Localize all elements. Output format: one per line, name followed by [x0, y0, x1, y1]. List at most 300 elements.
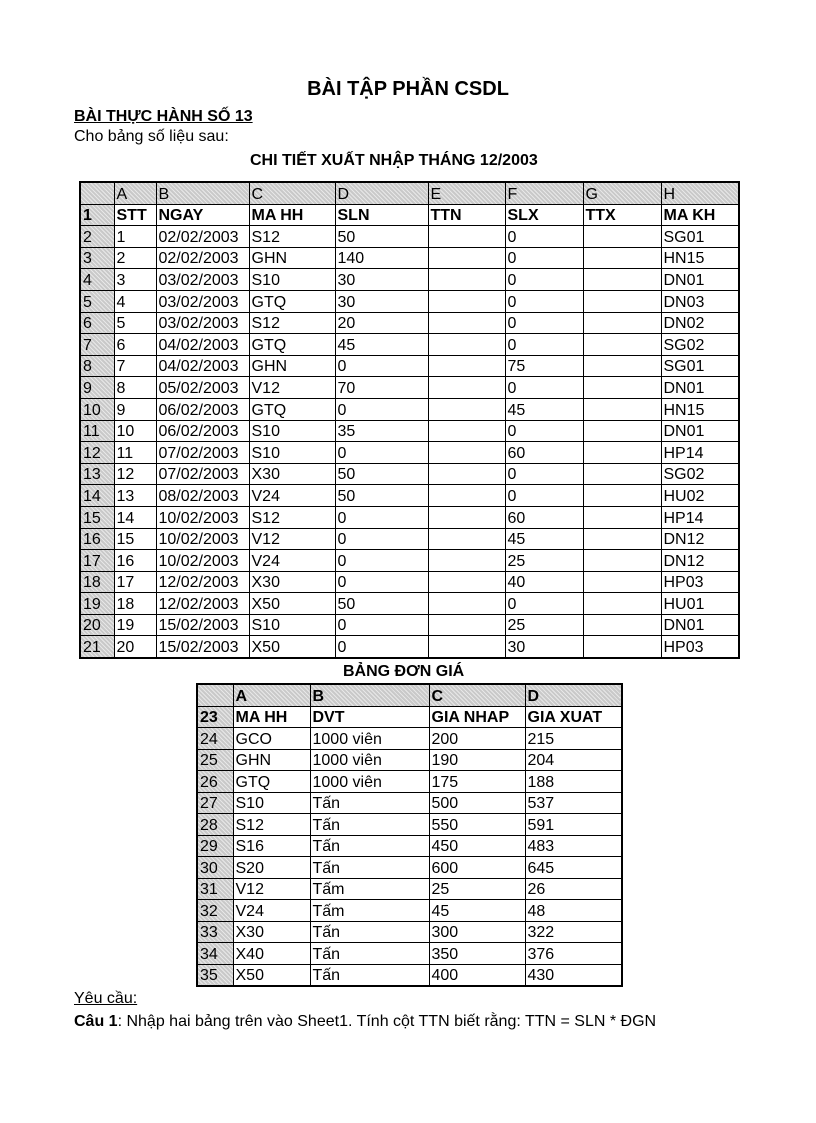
- table-row: [197, 921, 622, 943]
- table-cell: 02/02/2003: [156, 226, 249, 248]
- table-cell: 25: [429, 878, 525, 900]
- row-number: 25: [197, 749, 233, 771]
- column-header: MA HH: [233, 706, 310, 728]
- row-number: 29: [197, 835, 233, 857]
- table-row: [197, 771, 622, 793]
- table-cell: S10: [249, 269, 335, 291]
- table-cell: 215: [525, 728, 622, 750]
- column-letter: B: [156, 182, 249, 204]
- table-cell: S12: [249, 506, 335, 528]
- table-cell: S20: [233, 857, 310, 879]
- row-number: 30: [197, 857, 233, 879]
- question-1-text: : Nhập hai bảng trên vào Sheet1. Tính cột TTN biết rằng: TTN = SLN * ĐGN: [117, 1013, 657, 1030]
- table-cell: 25: [505, 614, 583, 636]
- row-number: 11: [80, 420, 114, 442]
- column-letter: C: [249, 182, 335, 204]
- table-row: [80, 506, 739, 528]
- table-cell: 300: [429, 921, 525, 943]
- table-cell: SG01: [661, 226, 739, 248]
- table-cell: 06/02/2003: [156, 398, 249, 420]
- table-row: [80, 334, 739, 356]
- requirements-label: Yêu cầu:: [74, 990, 138, 1007]
- table-row: [80, 226, 739, 248]
- table-cell: Tấn: [310, 814, 429, 836]
- table-cell: S10: [233, 792, 310, 814]
- column-letter-row: [197, 684, 622, 706]
- table-cell: [583, 290, 661, 312]
- table-cell: 05/02/2003: [156, 377, 249, 399]
- table-cell: [428, 334, 505, 356]
- header-row: [197, 706, 622, 728]
- table-cell: [428, 614, 505, 636]
- table-cell: SG01: [661, 355, 739, 377]
- row-number: 4: [80, 269, 114, 291]
- table-cell: 06/02/2003: [156, 420, 249, 442]
- table-cell: 10/02/2003: [156, 550, 249, 572]
- table-cell: 190: [429, 749, 525, 771]
- row-number: 5: [80, 290, 114, 312]
- table-row: [197, 964, 622, 986]
- table-row: [80, 463, 739, 485]
- table-cell: 1000 viên: [310, 771, 429, 793]
- table-cell: [583, 506, 661, 528]
- table-cell: [583, 442, 661, 464]
- table-cell: HN15: [661, 398, 739, 420]
- table-cell: 645: [525, 857, 622, 879]
- table-cell: X40: [233, 943, 310, 965]
- table-cell: 430: [525, 964, 622, 986]
- table-cell: V24: [249, 485, 335, 507]
- row-number: 14: [80, 485, 114, 507]
- table-cell: 550: [429, 814, 525, 836]
- table-cell: 12: [114, 463, 156, 485]
- table-cell: GTQ: [233, 771, 310, 793]
- table-cell: 0: [335, 355, 428, 377]
- table-cell: 20: [114, 636, 156, 658]
- table-cell: 25: [505, 550, 583, 572]
- row-number: 6: [80, 312, 114, 334]
- table2-title: BẢNG ĐƠN GIÁ: [343, 663, 465, 680]
- table-cell: GHN: [233, 749, 310, 771]
- row-number: 8: [80, 355, 114, 377]
- row-number: 1: [80, 204, 114, 226]
- column-letter: B: [310, 684, 429, 706]
- row-number: 32: [197, 900, 233, 922]
- table-cell: SG02: [661, 463, 739, 485]
- table-cell: 0: [505, 247, 583, 269]
- table-cell: [583, 463, 661, 485]
- table-cell: [428, 355, 505, 377]
- header-row: [80, 204, 739, 226]
- table-cell: [583, 398, 661, 420]
- row-number: 21: [80, 636, 114, 658]
- question-1-label: Câu 1: [74, 1013, 118, 1030]
- table-cell: 50: [335, 485, 428, 507]
- table-cell: 12/02/2003: [156, 571, 249, 593]
- column-header: NGAY: [156, 204, 249, 226]
- table-cell: 18: [114, 593, 156, 615]
- table-cell: [583, 334, 661, 356]
- table-cell: 0: [505, 290, 583, 312]
- table-cell: 45: [335, 334, 428, 356]
- column-letter: F: [505, 182, 583, 204]
- table-cell: X50: [233, 964, 310, 986]
- column-letter-row: [80, 182, 739, 204]
- row-number: 24: [197, 728, 233, 750]
- table-cell: 0: [335, 506, 428, 528]
- table-cell: S16: [233, 835, 310, 857]
- table-cell: 45: [505, 398, 583, 420]
- table-cell: 3: [114, 269, 156, 291]
- column-letter: A: [114, 182, 156, 204]
- table-cell: 11: [114, 442, 156, 464]
- column-header: SLX: [505, 204, 583, 226]
- table-row: [197, 900, 622, 922]
- table-cell: [583, 593, 661, 615]
- row-number: 31: [197, 878, 233, 900]
- table-cell: GTQ: [249, 334, 335, 356]
- table-cell: GHN: [249, 355, 335, 377]
- table-cell: 1000 viên: [310, 728, 429, 750]
- table-cell: 600: [429, 857, 525, 879]
- table-cell: 10/02/2003: [156, 528, 249, 550]
- table-cell: 9: [114, 398, 156, 420]
- exercise-subtitle: BÀI THỰC HÀNH SỐ 13: [74, 108, 253, 125]
- table-row: [80, 636, 739, 658]
- table-cell: 0: [335, 528, 428, 550]
- table-cell: GCO: [233, 728, 310, 750]
- table-cell: S12: [233, 814, 310, 836]
- table-cell: 188: [525, 771, 622, 793]
- column-header: TTX: [583, 204, 661, 226]
- row-number: 28: [197, 814, 233, 836]
- table-cell: 376: [525, 943, 622, 965]
- table-row: [80, 269, 739, 291]
- table-cell: [428, 571, 505, 593]
- table-cell: 1000 viên: [310, 749, 429, 771]
- table-cell: Tấn: [310, 857, 429, 879]
- table-row: [197, 878, 622, 900]
- table-row: [80, 398, 739, 420]
- table-cell: 0: [335, 398, 428, 420]
- table-cell: 500: [429, 792, 525, 814]
- table-cell: 17: [114, 571, 156, 593]
- table-cell: 1: [114, 226, 156, 248]
- table-cell: 03/02/2003: [156, 312, 249, 334]
- table-cell: 60: [505, 506, 583, 528]
- column-header: DVT: [310, 706, 429, 728]
- table-cell: [428, 528, 505, 550]
- column-letter: D: [335, 182, 428, 204]
- table-cell: 0: [505, 485, 583, 507]
- table-cell: 0: [505, 226, 583, 248]
- table-cell: 2: [114, 247, 156, 269]
- table-cell: Tấn: [310, 943, 429, 965]
- table-cell: 0: [505, 420, 583, 442]
- table-cell: HP14: [661, 442, 739, 464]
- table-cell: 45: [429, 900, 525, 922]
- table-cell: V12: [249, 377, 335, 399]
- table-row: [197, 749, 622, 771]
- table-cell: [428, 398, 505, 420]
- table-cell: [583, 355, 661, 377]
- table-cell: DN12: [661, 528, 739, 550]
- table-cell: [428, 312, 505, 334]
- table-cell: [583, 485, 661, 507]
- table-cell: 14: [114, 506, 156, 528]
- table-cell: X30: [249, 571, 335, 593]
- table-cell: 13: [114, 485, 156, 507]
- row-number: 2: [80, 226, 114, 248]
- table-cell: [428, 269, 505, 291]
- table-cell: 450: [429, 835, 525, 857]
- import-export-table: [79, 181, 740, 659]
- table-cell: [583, 571, 661, 593]
- table-row: [80, 420, 739, 442]
- column-header: SLN: [335, 204, 428, 226]
- table-row: [80, 593, 739, 615]
- table-cell: 15: [114, 528, 156, 550]
- table-row: [80, 485, 739, 507]
- table-cell: 03/02/2003: [156, 269, 249, 291]
- table-cell: 200: [429, 728, 525, 750]
- table-cell: HP03: [661, 571, 739, 593]
- table-cell: 60: [505, 442, 583, 464]
- table-row: [80, 377, 739, 399]
- table-cell: GTQ: [249, 398, 335, 420]
- table-cell: [428, 442, 505, 464]
- table-row: [80, 528, 739, 550]
- table-cell: S12: [249, 312, 335, 334]
- table-row: [197, 943, 622, 965]
- column-header: MA KH: [661, 204, 739, 226]
- table-cell: 40: [505, 571, 583, 593]
- table-cell: V24: [249, 550, 335, 572]
- row-number: 15: [80, 506, 114, 528]
- column-header: GIA NHAP: [429, 706, 525, 728]
- table-cell: V24: [233, 900, 310, 922]
- table-row: [80, 550, 739, 572]
- table-cell: 322: [525, 921, 622, 943]
- table-cell: [428, 593, 505, 615]
- table-cell: [428, 247, 505, 269]
- table-cell: 537: [525, 792, 622, 814]
- table-cell: 175: [429, 771, 525, 793]
- table-cell: 45: [505, 528, 583, 550]
- table-cell: 07/02/2003: [156, 463, 249, 485]
- table-cell: 140: [335, 247, 428, 269]
- table-cell: 0: [505, 377, 583, 399]
- table-cell: 483: [525, 835, 622, 857]
- row-number: 33: [197, 921, 233, 943]
- table-cell: 0: [335, 614, 428, 636]
- table-row: [80, 290, 739, 312]
- table-cell: S10: [249, 420, 335, 442]
- row-number: 35: [197, 964, 233, 986]
- table-cell: 75: [505, 355, 583, 377]
- row-number: 26: [197, 771, 233, 793]
- table-cell: 50: [335, 463, 428, 485]
- table-row: [80, 355, 739, 377]
- column-letter: H: [661, 182, 739, 204]
- table-cell: 0: [335, 571, 428, 593]
- row-number: 27: [197, 792, 233, 814]
- row-number: 23: [197, 706, 233, 728]
- table-cell: 0: [335, 442, 428, 464]
- row-number: 10: [80, 398, 114, 420]
- row-number: 7: [80, 334, 114, 356]
- column-header: GIA XUAT: [525, 706, 622, 728]
- row-number: 9: [80, 377, 114, 399]
- table-cell: DN01: [661, 420, 739, 442]
- table-cell: SG02: [661, 334, 739, 356]
- column-letter: A: [233, 684, 310, 706]
- table-cell: X30: [249, 463, 335, 485]
- table-cell: 16: [114, 550, 156, 572]
- table-cell: Tấn: [310, 921, 429, 943]
- intro-text: Cho bảng số liệu sau:: [74, 128, 229, 145]
- table-cell: [583, 550, 661, 572]
- table-cell: 400: [429, 964, 525, 986]
- table-cell: X50: [249, 593, 335, 615]
- table-cell: 0: [335, 550, 428, 572]
- table-cell: GTQ: [249, 290, 335, 312]
- table-row: [80, 247, 739, 269]
- table-cell: [428, 485, 505, 507]
- table-cell: 7: [114, 355, 156, 377]
- table-cell: 350: [429, 943, 525, 965]
- table-cell: HP03: [661, 636, 739, 658]
- table-cell: [583, 377, 661, 399]
- table-cell: [583, 226, 661, 248]
- table-cell: 08/02/2003: [156, 485, 249, 507]
- table-cell: HU01: [661, 593, 739, 615]
- table-row: [80, 571, 739, 593]
- table-cell: 26: [525, 878, 622, 900]
- table-cell: 70: [335, 377, 428, 399]
- row-number: 17: [80, 550, 114, 572]
- table-cell: 10: [114, 420, 156, 442]
- table-cell: 04/02/2003: [156, 334, 249, 356]
- table-cell: 6: [114, 334, 156, 356]
- table-cell: DN12: [661, 550, 739, 572]
- table-cell: 50: [335, 226, 428, 248]
- table-cell: 02/02/2003: [156, 247, 249, 269]
- table-cell: [428, 550, 505, 572]
- table-row: [197, 728, 622, 750]
- row-number: 12: [80, 442, 114, 464]
- column-letter: D: [525, 684, 622, 706]
- question-1: [74, 1013, 656, 1031]
- page-title: BÀI TẬP PHẦN CSDL: [307, 78, 509, 100]
- table-cell: 0: [505, 593, 583, 615]
- table-cell: 12/02/2003: [156, 593, 249, 615]
- table-cell: Tấn: [310, 835, 429, 857]
- table-cell: Tấm: [310, 878, 429, 900]
- column-letter: G: [583, 182, 661, 204]
- table-cell: GHN: [249, 247, 335, 269]
- row-number: 13: [80, 463, 114, 485]
- row-number: 3: [80, 247, 114, 269]
- unit-price-table: [196, 683, 623, 987]
- table-cell: [428, 463, 505, 485]
- table-cell: 15/02/2003: [156, 636, 249, 658]
- table1-title: CHI TIẾT XUẤT NHẬP THÁNG 12/2003: [250, 152, 538, 169]
- table-row: [197, 835, 622, 857]
- table-cell: [428, 420, 505, 442]
- row-number: 20: [80, 614, 114, 636]
- table-cell: S12: [249, 226, 335, 248]
- table-cell: 30: [335, 269, 428, 291]
- table-cell: [428, 506, 505, 528]
- table-cell: DN01: [661, 614, 739, 636]
- table-cell: 30: [335, 290, 428, 312]
- table-cell: 0: [335, 636, 428, 658]
- table-cell: HU02: [661, 485, 739, 507]
- table-cell: Tấm: [310, 900, 429, 922]
- column-header: STT: [114, 204, 156, 226]
- table-cell: 591: [525, 814, 622, 836]
- table-row: [80, 614, 739, 636]
- row-number: 19: [80, 593, 114, 615]
- table-cell: DN03: [661, 290, 739, 312]
- table-cell: Tấn: [310, 792, 429, 814]
- table-row: [197, 814, 622, 836]
- table-cell: X50: [249, 636, 335, 658]
- table-cell: [428, 636, 505, 658]
- column-header: MA HH: [249, 204, 335, 226]
- table-cell: 04/02/2003: [156, 355, 249, 377]
- table-cell: 03/02/2003: [156, 290, 249, 312]
- table-cell: Tấn: [310, 964, 429, 986]
- row-number: 18: [80, 571, 114, 593]
- table-cell: DN02: [661, 312, 739, 334]
- table-cell: [583, 614, 661, 636]
- table-cell: [583, 247, 661, 269]
- table-cell: [583, 420, 661, 442]
- table-cell: V12: [233, 878, 310, 900]
- table-cell: 48: [525, 900, 622, 922]
- table-cell: 10/02/2003: [156, 506, 249, 528]
- table-cell: S10: [249, 614, 335, 636]
- table-cell: 0: [505, 269, 583, 291]
- table-cell: 8: [114, 377, 156, 399]
- table-cell: 15/02/2003: [156, 614, 249, 636]
- table-cell: 0: [505, 334, 583, 356]
- table-cell: [583, 528, 661, 550]
- table-cell: [583, 636, 661, 658]
- table-cell: DN01: [661, 377, 739, 399]
- column-header: TTN: [428, 204, 505, 226]
- corner-cell: [197, 684, 233, 706]
- row-number: 34: [197, 943, 233, 965]
- table-cell: [428, 377, 505, 399]
- table-cell: 5: [114, 312, 156, 334]
- table-cell: 50: [335, 593, 428, 615]
- table-cell: S10: [249, 442, 335, 464]
- table-cell: [428, 290, 505, 312]
- table-cell: 0: [505, 463, 583, 485]
- table-cell: [583, 269, 661, 291]
- table-row: [197, 792, 622, 814]
- table-row: [80, 312, 739, 334]
- table-cell: [583, 312, 661, 334]
- table-cell: 0: [505, 312, 583, 334]
- table-cell: DN01: [661, 269, 739, 291]
- table-cell: HN15: [661, 247, 739, 269]
- column-letter: E: [428, 182, 505, 204]
- table-cell: HP14: [661, 506, 739, 528]
